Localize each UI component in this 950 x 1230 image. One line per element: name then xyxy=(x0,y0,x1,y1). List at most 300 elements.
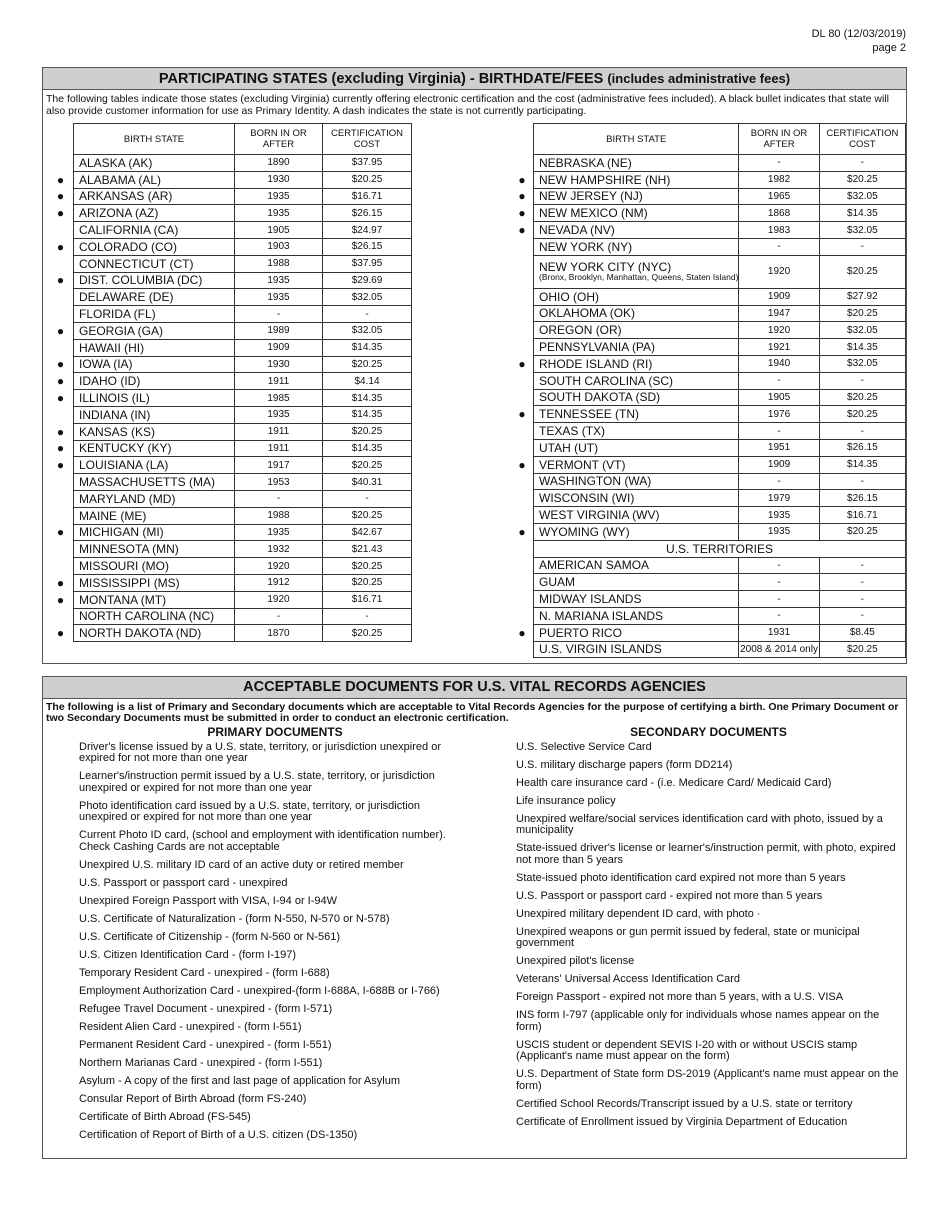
cert-cost: $32.05 xyxy=(323,289,412,306)
state-row xyxy=(511,456,906,473)
cert-cost: $24.97 xyxy=(323,222,412,239)
cert-cost: $26.15 xyxy=(819,439,905,456)
primary-document-item: Refugee Travel Document - unexpired - (form I-571) xyxy=(79,1002,333,1015)
state-name: WISCONSIN (WI) xyxy=(534,490,739,507)
bullet-icon: ● xyxy=(56,374,65,389)
state-name: NEBRASKA (NE) xyxy=(534,155,739,172)
state-row xyxy=(48,322,412,339)
primary-document-item: Consular Report of Birth Abroad (form FS-240) xyxy=(79,1092,307,1105)
cert-cost: $26.15 xyxy=(323,238,412,255)
secondary-document-item: U.S. Department of State form DS-2019 (Applicant's name must appear on the form) xyxy=(516,1068,899,1092)
state-row xyxy=(511,574,906,591)
primary-document-item: Photo identification card issued by a U.S. state, territory, or jurisdiction unexpired or expired for not more than one year xyxy=(79,799,420,823)
state-row xyxy=(511,607,906,624)
born-year: 1931 xyxy=(739,624,819,641)
cert-cost: $16.71 xyxy=(323,591,412,608)
born-year: 1890 xyxy=(235,155,323,172)
bullet-icon: ● xyxy=(56,592,65,607)
cert-cost: $20.25 xyxy=(323,625,412,642)
born-year: 1935 xyxy=(739,523,819,540)
state-row xyxy=(48,474,412,491)
secondary-list xyxy=(516,742,901,1129)
cert-cost: $14.35 xyxy=(819,339,905,356)
cert-cost: $32.05 xyxy=(819,355,905,372)
bullet-icon: ● xyxy=(56,391,65,406)
state-row xyxy=(511,641,906,658)
bullet-icon xyxy=(511,439,534,456)
nyc-boroughs: (Bronx, Brooklyn, Manhattan, Queens, Staten Island) xyxy=(539,271,739,282)
state-name: ALABAMA (AL) xyxy=(74,171,235,188)
state-name: DIST. COLUMBIA (DC) xyxy=(74,272,235,289)
bullet-icon: ● xyxy=(56,575,65,590)
born-year: 1912 xyxy=(235,574,323,591)
primary-document-item: Employment Authorization Card - unexpired-(form I-688A, I-688B or I-766) xyxy=(79,984,440,997)
cert-cost: $20.25 xyxy=(819,406,905,423)
born-year: 1947 xyxy=(739,305,819,322)
bullet-icon xyxy=(48,558,74,575)
states-table-left-body xyxy=(48,155,412,642)
primary-heading: PRIMARY DOCUMENTS xyxy=(207,725,343,739)
state-name: NEW JERSEY (NJ) xyxy=(534,188,739,205)
state-row xyxy=(48,490,412,507)
state-row xyxy=(511,490,906,507)
cert-cost: $27.92 xyxy=(819,288,905,305)
cert-cost: $14.35 xyxy=(323,339,412,356)
bullet-icon: ● xyxy=(56,189,65,204)
born-year: 1917 xyxy=(235,457,323,474)
state-row xyxy=(48,524,412,541)
state-name: RHODE ISLAND (RI) xyxy=(534,355,739,372)
bullet-icon xyxy=(48,541,74,558)
cert-cost: $26.15 xyxy=(323,205,412,222)
cert-cost: $26.15 xyxy=(819,490,905,507)
states-table-right xyxy=(511,123,906,658)
secondary-document-item: U.S. military discharge papers (form DD214) xyxy=(516,758,733,771)
born-year: 1988 xyxy=(235,507,323,524)
state-row xyxy=(511,355,906,372)
secondary-heading: SECONDARY DOCUMENTS xyxy=(630,725,787,739)
born-year: - xyxy=(739,574,819,591)
bullet-icon: ● xyxy=(518,206,526,221)
bullet-icon xyxy=(511,339,534,356)
state-row xyxy=(48,591,412,608)
cert-cost: - xyxy=(819,607,905,624)
bullet-icon xyxy=(48,474,74,491)
cert-cost: $16.71 xyxy=(323,188,412,205)
bullet-icon xyxy=(511,473,534,490)
born-year: 1935 xyxy=(235,205,323,222)
bullet-icon: ● xyxy=(56,357,65,372)
cert-cost: - xyxy=(819,155,905,172)
bullet-icon xyxy=(48,490,74,507)
born-year: 1905 xyxy=(739,389,819,406)
states-section-title xyxy=(43,68,906,90)
cert-cost: $14.35 xyxy=(323,440,412,457)
state-name: MISSOURI (MO) xyxy=(74,558,235,575)
participating-states-section xyxy=(42,67,907,664)
born-year: - xyxy=(739,473,819,490)
primary-document-item: Certification of Report of Birth of a U.S. citizen (DS-1350) xyxy=(79,1128,358,1141)
state-name: ILLINOIS (IL) xyxy=(74,390,235,407)
cert-cost: - xyxy=(819,557,905,574)
born-year: - xyxy=(739,557,819,574)
born-year: 1920 xyxy=(235,591,323,608)
state-name: NORTH CAROLINA (NC) xyxy=(74,608,235,625)
born-year: 1930 xyxy=(235,171,323,188)
cert-cost: $20.25 xyxy=(323,558,412,575)
born-year: 1953 xyxy=(235,474,323,491)
born-year: 1868 xyxy=(739,205,819,222)
state-row xyxy=(511,188,906,205)
state-name: FLORIDA (FL) xyxy=(74,306,235,323)
state-row xyxy=(511,624,906,641)
state-name: MICHIGAN (MI) xyxy=(74,524,235,541)
state-name: TENNESSEE (TN) xyxy=(534,406,739,423)
documents-intro: The following is a list of Primary and Secondary documents which are acceptable to Vital Records Agencies for the purpose of certifying a birth. One Primary Document or two Secondary Documents must be submitted in order to conduct an electronic certification. xyxy=(46,701,899,724)
primary-documents xyxy=(79,727,471,1148)
state-row xyxy=(48,222,412,239)
cert-cost: $16.71 xyxy=(819,507,905,524)
state-row xyxy=(48,406,412,423)
state-name xyxy=(534,255,739,288)
form-header xyxy=(812,27,906,55)
cert-cost: $32.05 xyxy=(819,222,905,239)
born-year: 1903 xyxy=(235,238,323,255)
cert-cost: $20.25 xyxy=(819,523,905,540)
cert-cost: $20.25 xyxy=(323,507,412,524)
secondary-document-item: Unexpired welfare/social services identification card with photo, issued by a municipality xyxy=(516,812,883,836)
born-year: - xyxy=(739,607,819,624)
secondary-document-item: Unexpired pilot's license xyxy=(516,955,635,967)
state-row xyxy=(511,205,906,222)
state-name: INDIANA (IN) xyxy=(74,406,235,423)
territories-heading: U.S. TERRITORIES xyxy=(534,540,906,557)
state-row xyxy=(511,305,906,322)
cert-cost: $14.35 xyxy=(819,205,905,222)
page-number: page 2 xyxy=(872,42,906,54)
bullet-icon: ● xyxy=(56,239,65,254)
state-name: OHIO (OH) xyxy=(534,288,739,305)
bullet-icon xyxy=(511,389,534,406)
born-year: 1911 xyxy=(235,373,323,390)
born-year: 1982 xyxy=(739,171,819,188)
cert-cost: - xyxy=(819,473,905,490)
bullet-icon xyxy=(511,641,534,658)
cert-cost: $21.43 xyxy=(323,541,412,558)
bullet-icon: ● xyxy=(56,424,65,439)
primary-document-item: Northern Marianas Card - unexpired - (form I-551) xyxy=(79,1056,323,1069)
col-birth-state: BIRTH STATE xyxy=(534,124,739,155)
secondary-document-item: U.S. Passport or passport card - expired not more than 5 years xyxy=(516,889,823,902)
bullet-icon xyxy=(511,557,534,574)
bullet-icon xyxy=(511,591,534,608)
acceptable-documents-section xyxy=(42,676,907,1159)
cert-cost: - xyxy=(819,372,905,389)
state-row xyxy=(511,473,906,490)
state-row xyxy=(48,356,412,373)
state-name: ARKANSAS (AR) xyxy=(74,188,235,205)
born-year: 1909 xyxy=(739,456,819,473)
primary-document-item: Unexpired Foreign Passport with VISA, I-94 or I-94W xyxy=(79,894,337,907)
cert-cost: $20.25 xyxy=(819,305,905,322)
born-year: 1921 xyxy=(739,339,819,356)
secondary-document-item: Foreign Passport - expired not more than 5 years, with a U.S. VISA xyxy=(516,991,844,1003)
state-row xyxy=(511,339,906,356)
bullet-icon xyxy=(48,608,74,625)
state-name: MARYLAND (MD) xyxy=(74,490,235,507)
cert-cost: $40.31 xyxy=(323,474,412,491)
state-row xyxy=(48,155,412,172)
born-year: 1935 xyxy=(739,507,819,524)
state-name: LOUISIANA (LA) xyxy=(74,457,235,474)
bullet-icon xyxy=(48,155,74,172)
col-born-in-or-after: BORN IN OR AFTER xyxy=(235,124,323,155)
state-name: PUERTO RICO xyxy=(534,624,739,641)
col-certification-cost: CERTIFICATION COST xyxy=(819,124,905,155)
born-year: 1940 xyxy=(739,355,819,372)
states-table-left xyxy=(48,123,412,642)
state-row xyxy=(511,288,906,305)
primary-document-item: Resident Alien Card - unexpired - (form I-551) xyxy=(79,1020,302,1033)
cert-cost: $20.25 xyxy=(819,171,905,188)
bullet-icon: ● xyxy=(56,206,65,221)
state-row xyxy=(511,557,906,574)
bullet-icon xyxy=(511,372,534,389)
primary-document-item: Certificate of Birth Abroad (FS-545) xyxy=(79,1110,251,1123)
state-name: CALIFORNIA (CA) xyxy=(74,222,235,239)
born-year: 1935 xyxy=(235,524,323,541)
documents-section-title: ACCEPTABLE DOCUMENTS FOR U.S. VITAL RECORDS AGENCIES xyxy=(43,677,906,699)
cert-cost: $20.25 xyxy=(323,171,412,188)
state-name: MISSISSIPPI (MS) xyxy=(74,574,235,591)
bullet-icon: ● xyxy=(56,172,65,187)
bullet-icon: ● xyxy=(56,626,65,641)
states-title-main: PARTICIPATING STATES (excluding Virginia) - BIRTHDATE/FEES xyxy=(158,71,604,87)
born-year: 1909 xyxy=(739,288,819,305)
state-name: ARIZONA (AZ) xyxy=(74,205,235,222)
born-year: - xyxy=(739,591,819,608)
state-name: WYOMING (WY) xyxy=(534,523,739,540)
state-name: MIDWAY ISLANDS xyxy=(534,591,739,608)
state-row xyxy=(48,171,412,188)
state-name: KENTUCKY (KY) xyxy=(74,440,235,457)
born-year: 1905 xyxy=(235,222,323,239)
bullet-icon xyxy=(511,540,534,557)
primary-document-item: U.S. Passport or passport card - unexpired xyxy=(79,876,288,889)
state-row xyxy=(511,406,906,423)
born-year: 1911 xyxy=(235,440,323,457)
cert-cost: $20.25 xyxy=(323,356,412,373)
state-row-nyc xyxy=(511,255,906,288)
born-year: 1935 xyxy=(235,188,323,205)
state-row xyxy=(48,272,412,289)
form-id: DL 80 (12/03/2019) xyxy=(811,28,906,40)
cert-cost: $14.35 xyxy=(819,456,905,473)
state-row xyxy=(511,372,906,389)
primary-document-item: Temporary Resident Card - unexpired - (form I-688) xyxy=(79,966,330,979)
cert-cost: $20.25 xyxy=(323,423,412,440)
bullet-icon: ● xyxy=(56,458,65,473)
state-name: IOWA (IA) xyxy=(74,356,235,373)
states-title-sub: (includes administrative fees) xyxy=(607,71,791,86)
bullet-icon xyxy=(48,255,74,272)
cert-cost: $37.95 xyxy=(323,255,412,272)
bullet-icon: ● xyxy=(518,172,526,187)
cert-cost: - xyxy=(819,591,905,608)
state-row xyxy=(48,558,412,575)
state-row xyxy=(48,440,412,457)
bullet-icon: ● xyxy=(518,625,526,640)
state-name: CONNECTICUT (CT) xyxy=(74,255,235,272)
state-name: OKLAHOMA (OK) xyxy=(534,305,739,322)
born-year: - xyxy=(235,608,323,625)
state-row xyxy=(48,188,412,205)
secondary-document-item: Life insurance policy xyxy=(516,794,616,807)
territories-heading-row xyxy=(511,540,906,557)
cert-cost: - xyxy=(323,306,412,323)
state-name: WEST VIRGINIA (WV) xyxy=(534,507,739,524)
bullet-icon: ● xyxy=(518,457,526,472)
state-name: HAWAII (HI) xyxy=(74,339,235,356)
state-name: UTAH (UT) xyxy=(534,439,739,456)
bullet-icon xyxy=(48,222,74,239)
state-row xyxy=(48,289,412,306)
state-name: MONTANA (MT) xyxy=(74,591,235,608)
born-year: 1985 xyxy=(235,390,323,407)
state-name: WASHINGTON (WA) xyxy=(534,473,739,490)
cert-cost: - xyxy=(819,574,905,591)
state-row xyxy=(48,507,412,524)
born-year: 1988 xyxy=(235,255,323,272)
born-year: - xyxy=(739,372,819,389)
bullet-icon xyxy=(48,507,74,524)
secondary-document-item: State-issued driver's license or learner's/instruction permit, with photo, expired not more than 5 years xyxy=(516,842,896,866)
primary-document-item: U.S. Certificate of Citizenship - (form N-560 or N-561) xyxy=(79,930,341,943)
primary-document-item: Permanent Resident Card - unexpired - (form I-551) xyxy=(79,1038,332,1051)
secondary-document-item: Unexpired weapons or gun permit issued by federal, state or municipal government xyxy=(516,925,860,949)
bullet-icon xyxy=(511,238,534,255)
bullet-icon xyxy=(48,306,74,323)
bullet-icon: ● xyxy=(56,525,65,540)
bullet-icon: ● xyxy=(518,524,526,539)
born-year: 1935 xyxy=(235,272,323,289)
state-name: SOUTH DAKOTA (SD) xyxy=(534,389,739,406)
state-row xyxy=(511,322,906,339)
col-birth-state: BIRTH STATE xyxy=(74,124,235,155)
bullet-icon xyxy=(48,406,74,423)
state-row xyxy=(511,155,906,172)
state-name: TEXAS (TX) xyxy=(534,423,739,440)
secondary-document-item: INS form I-797 (applicable only for individuals whose names appear on the form) xyxy=(516,1009,880,1033)
state-row xyxy=(48,306,412,323)
cert-cost: - xyxy=(323,608,412,625)
primary-document-item: Unexpired U.S. military ID card of an active duty or retired member xyxy=(79,858,404,871)
bullet-icon: ● xyxy=(518,189,526,204)
state-name: PENNSYLVANIA (PA) xyxy=(534,339,739,356)
bullet-icon xyxy=(511,607,534,624)
state-name: MAINE (ME) xyxy=(74,507,235,524)
bullet-icon: ● xyxy=(518,356,526,371)
col-born-in-or-after: BORN IN OR AFTER xyxy=(739,124,819,155)
primary-document-item: U.S. Certificate of Naturalization - (form N-550, N-570 or N-578) xyxy=(79,912,390,925)
bullet-icon xyxy=(511,507,534,524)
cert-cost: $4.14 xyxy=(323,373,412,390)
state-name: MASSACHUSETTS (MA) xyxy=(74,474,235,491)
cert-cost: $32.05 xyxy=(819,322,905,339)
born-year: 1989 xyxy=(235,322,323,339)
state-name: VERMONT (VT) xyxy=(534,456,739,473)
state-name: N. MARIANA ISLANDS xyxy=(534,607,739,624)
primary-document-item: U.S. Citizen Identification Card - (form I-197) xyxy=(79,948,297,961)
nyc-name: NEW YORK CITY (NYC) xyxy=(539,259,672,274)
bullet-icon xyxy=(511,574,534,591)
bullet-icon: ● xyxy=(56,323,65,338)
bullet-icon: ● xyxy=(518,223,526,238)
born-year: 1909 xyxy=(235,339,323,356)
state-name: NEVADA (NV) xyxy=(534,222,739,239)
cert-cost: $14.35 xyxy=(323,390,412,407)
state-name: NEW YORK (NY) xyxy=(534,238,739,255)
born-year: 1976 xyxy=(739,406,819,423)
cert-cost: $8.45 xyxy=(819,624,905,641)
secondary-document-item: U.S. Selective Service Card xyxy=(516,740,652,753)
born-year: 2008 & 2014 only xyxy=(739,641,819,658)
primary-list xyxy=(79,742,471,1142)
born-year: 1935 xyxy=(235,289,323,306)
state-name: IDAHO (ID) xyxy=(74,373,235,390)
born-year: - xyxy=(739,155,819,172)
secondary-document-item: Certificate of Enrollment issued by Virginia Department of Education xyxy=(516,1115,848,1128)
state-row xyxy=(48,608,412,625)
state-row xyxy=(48,574,412,591)
state-name: NORTH DAKOTA (ND) xyxy=(74,625,235,642)
born-year: - xyxy=(739,423,819,440)
state-row xyxy=(48,205,412,222)
cert-cost: $42.67 xyxy=(323,524,412,541)
cert-cost: $20.25 xyxy=(819,389,905,406)
state-row xyxy=(48,339,412,356)
state-row xyxy=(511,523,906,540)
state-row xyxy=(48,238,412,255)
bullet-icon xyxy=(511,490,534,507)
state-name: AMERICAN SAMOA xyxy=(534,557,739,574)
col-certification-cost: CERTIFICATION COST xyxy=(323,124,412,155)
state-name: OREGON (OR) xyxy=(534,322,739,339)
primary-document-item: Asylum - A copy of the first and last page of application for Asylum xyxy=(79,1074,400,1087)
cert-cost: $32.05 xyxy=(323,322,412,339)
cert-cost: - xyxy=(323,490,412,507)
state-name: NEW MEXICO (NM) xyxy=(534,205,739,222)
secondary-document-item: USCIS student or dependent SEVIS I-20 with or without USCIS stamp (Applicant's name must appear on the form) xyxy=(516,1038,858,1062)
born-year: 1983 xyxy=(739,222,819,239)
born-year: - xyxy=(235,306,323,323)
bullet-icon: ● xyxy=(56,441,65,456)
primary-document-item: Current Photo ID card, (school and employment with identification number). Check Cashing Cards are not acceptable xyxy=(79,829,446,853)
state-name: COLORADO (CO) xyxy=(74,238,235,255)
cert-cost: $14.35 xyxy=(323,406,412,423)
born-year: 1932 xyxy=(235,541,323,558)
cert-cost: $20.25 xyxy=(323,457,412,474)
state-row xyxy=(511,238,906,255)
secondary-document-item: Health care insurance card - (i.e. Medicare Card/ Medicaid Card) xyxy=(516,776,832,789)
state-row xyxy=(48,457,412,474)
state-name: DELAWARE (DE) xyxy=(74,289,235,306)
bullet-icon xyxy=(511,255,534,288)
state-row xyxy=(48,625,412,642)
cert-cost: $29.69 xyxy=(323,272,412,289)
states-table-right-body xyxy=(511,155,906,658)
born-year: - xyxy=(739,238,819,255)
